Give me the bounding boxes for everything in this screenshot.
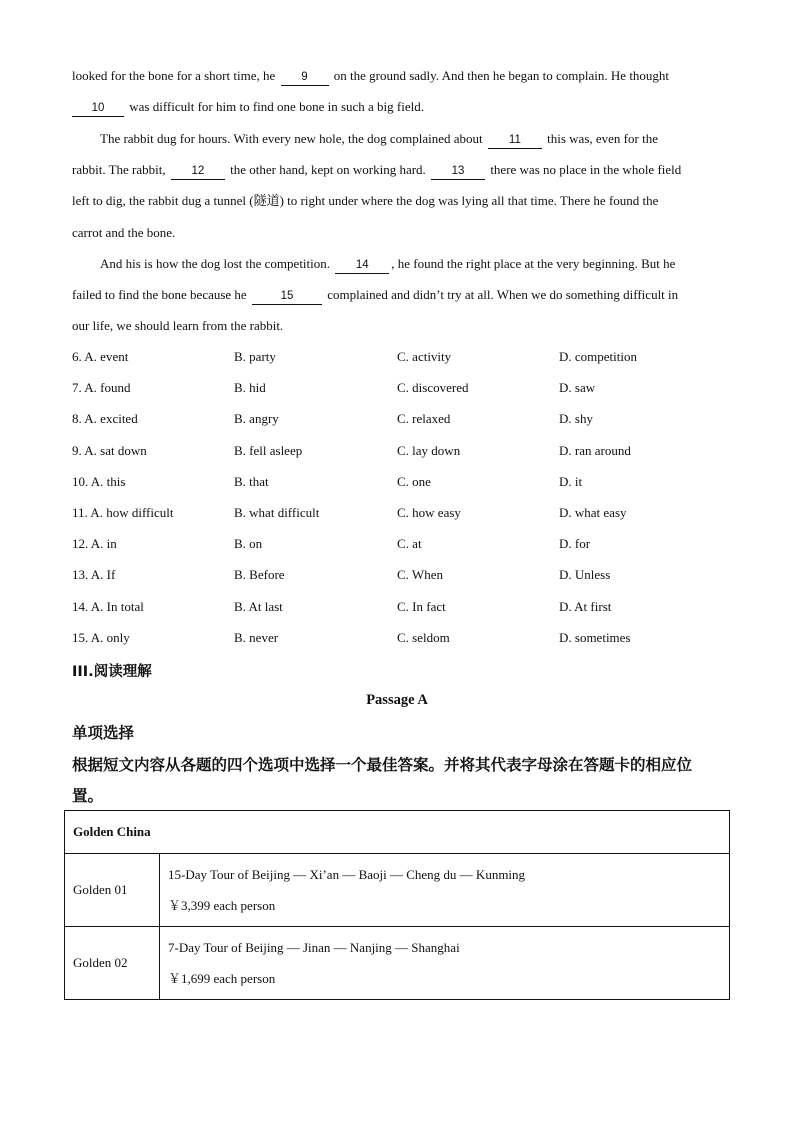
passage-text: , he found the right place at the very beginning. But he (391, 256, 676, 271)
passage-text: our life, we should learn from the rabbit. (72, 318, 284, 334)
question-row (72, 411, 752, 431)
section-title: III.阅读理解 (72, 664, 152, 680)
question-row (72, 474, 752, 494)
option-a: 7. A. found (72, 380, 131, 395)
question-row (72, 349, 752, 369)
table-row (65, 854, 730, 927)
passage-text: left to dig, the rabbit dug a tunnel (隧道) to right under where the dog was lying all that time. There he found the (72, 193, 659, 209)
option-a: 10. A. this (72, 474, 126, 489)
option-b: B. angry (234, 411, 279, 426)
blank-11: 11 (488, 133, 542, 149)
option-a: 9. A. sat down (72, 443, 147, 458)
passage-text: carrot and the bone. (72, 224, 176, 240)
option-c: C. When (397, 567, 443, 582)
question-row (72, 380, 752, 400)
instruction-line-2: 置。 (72, 787, 104, 805)
passage-text: complained and didn’t try at all. When we do something difficult in (323, 287, 679, 303)
passage-text: looked for the bone for a short time, he (72, 68, 279, 83)
blank-10: 10 (72, 101, 124, 117)
option-a: 6. A. event (72, 349, 129, 364)
passage-text: was difficult for him to find one bone in such a big field. (126, 99, 424, 115)
option-c: C. discovered (397, 380, 469, 395)
option-b: B. party (234, 349, 276, 364)
tour-table (64, 810, 730, 1000)
question-row (72, 599, 752, 619)
option-a: 15. A. only (72, 630, 130, 645)
tour-route: 15-Day Tour of Beijing — Xi’an — Baoji — Cheng du — Kunming (168, 867, 526, 882)
passage-text: there was no place in the whole field (487, 162, 682, 178)
question-row (72, 536, 752, 556)
passage-paragraph-2 (72, 123, 722, 248)
question-row (72, 443, 752, 463)
passage-text: failed to find the bone because he (72, 287, 250, 303)
blank-14: 14 (335, 258, 389, 274)
option-d: D. Unless (559, 567, 611, 582)
option-b: B. never (234, 630, 279, 645)
option-b: B. on (234, 536, 263, 551)
question-row (72, 505, 752, 525)
option-b: B. At last (234, 599, 283, 614)
passage-text: the other hand, kept on working hard. (226, 162, 430, 178)
tour-price: ￥1,699 each person (168, 971, 276, 986)
option-c: C. lay down (397, 443, 461, 458)
option-c: C. seldom (397, 630, 450, 645)
tour-code: Golden 01 (65, 854, 160, 927)
option-d: D. it (559, 474, 583, 489)
blank-13: 13 (431, 164, 485, 180)
option-b: B. fell asleep (234, 443, 303, 458)
option-c: C. activity (397, 349, 452, 364)
option-a: 14. A. In total (72, 599, 144, 614)
question-row (72, 567, 752, 587)
tour-details (160, 927, 730, 1000)
passage-paragraph-1 (72, 60, 722, 122)
option-c: C. relaxed (397, 411, 451, 426)
question-row (72, 630, 752, 650)
option-a: 8. A. excited (72, 411, 138, 426)
option-a: 13. A. If (72, 567, 116, 582)
instruction-line-1: 根据短文内容从各题的四个选项中选择一个最佳答案。并将其代表字母涂在答题卡的相应位 (72, 756, 693, 774)
option-c: C. one (397, 474, 431, 489)
passage-text: rabbit. The rabbit, (72, 162, 169, 178)
option-b: B. what difficult (234, 505, 320, 520)
table-row (65, 927, 730, 1000)
tour-price: ￥3,399 each person (168, 898, 276, 913)
option-a: 12. A. in (72, 536, 117, 551)
option-b: B. Before (234, 567, 285, 582)
blank-12: 12 (171, 164, 225, 180)
passage-text: on the ground sadly. And then he began to complain. He thought (330, 68, 670, 83)
tour-code: Golden 02 (65, 927, 160, 1000)
option-d: D. saw (559, 380, 596, 395)
passage-paragraph-3 (72, 248, 722, 342)
passage-text: And his is how the dog lost the competition. (100, 256, 334, 271)
option-a: 11. A. how difficult (72, 505, 174, 520)
option-b: B. that (234, 474, 269, 489)
tour-details (160, 854, 730, 927)
blank-9: 9 (281, 70, 329, 86)
passage-text: The rabbit dug for hours. With every new hole, the dog complained about (100, 131, 486, 146)
option-c: C. at (397, 536, 422, 551)
option-c: C. In fact (397, 599, 446, 614)
option-d: D. shy (559, 411, 593, 426)
passage-text: this was, even for the (543, 131, 658, 146)
option-d: D. sometimes (559, 630, 631, 645)
option-d: D. what easy (559, 505, 627, 520)
passage-title: Passage A (366, 692, 428, 708)
option-c: C. how easy (397, 505, 461, 520)
table-header-row (65, 811, 730, 854)
tour-route: 7-Day Tour of Beijing — Jinan — Nanjing — Shanghai (168, 940, 460, 955)
option-b: B. hid (234, 380, 266, 395)
option-d: D. At first (559, 599, 612, 614)
option-d: D. for (559, 536, 591, 551)
option-d: D. competition (559, 349, 637, 364)
question-type-label: 单项选择 (72, 724, 135, 742)
table-header: Golden China (65, 811, 730, 854)
blank-15: 15 (252, 289, 322, 305)
option-d: D. ran around (559, 443, 631, 458)
